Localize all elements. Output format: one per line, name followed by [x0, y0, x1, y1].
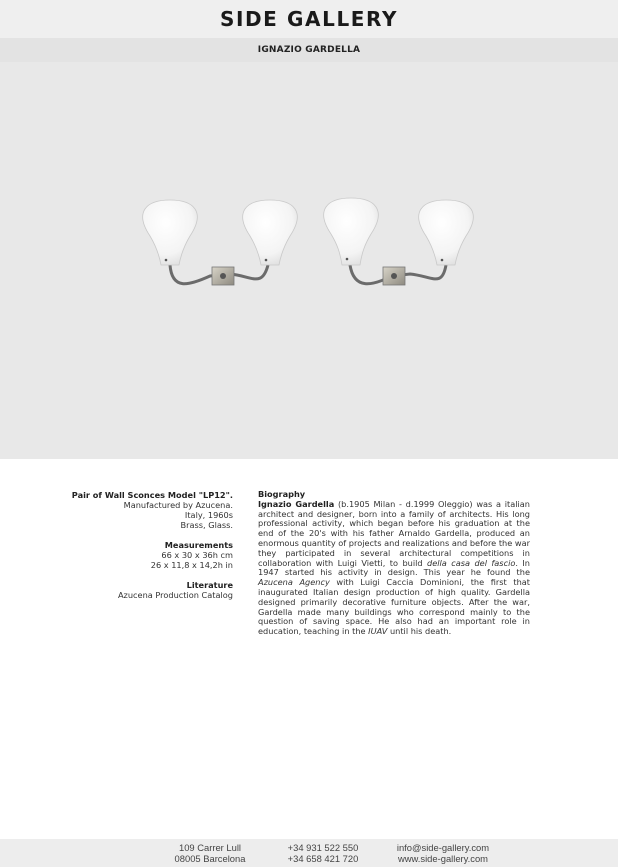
measurements-heading: Measurements [164, 540, 233, 550]
sconce-right [324, 198, 474, 285]
footer-bar [0, 839, 618, 867]
email-link[interactable]: info@side-gallery.com [396, 842, 490, 853]
phone-link-2[interactable]: +34 658 421 720 [287, 853, 359, 864]
measurements-cm: 66 x 30 x 36h cm [161, 550, 233, 560]
materials: Brass, Glass. [180, 520, 233, 530]
wall-sconces-image [0, 62, 618, 459]
sconce-left [143, 200, 298, 285]
product-photo [0, 62, 618, 459]
designer-name: IGNAZIO GARDELLA [257, 45, 361, 55]
literature-heading: Literature [186, 580, 233, 590]
literature: Azucena Production Catalog [117, 590, 233, 600]
product-title: Pair of Wall Sconces Model "LP12". [71, 490, 233, 500]
phone-link-1[interactable]: +34 931 522 550 [287, 842, 359, 853]
header-bar [0, 0, 618, 38]
footer-contact [388, 842, 498, 864]
gallery-logo[interactable]: SIDE GALLERY [219, 7, 399, 31]
footer-phones [278, 842, 368, 864]
biography-heading: Biography [258, 489, 306, 499]
measurements-in: 26 x 11,8 x 14,2h in [150, 560, 233, 570]
biography-text: Ignazio Gardella (b.1905 Milan - d.1999 Oleggio) was a italian architect and designer, born into a family of architects. His long professional activity, which began before his graduation at the end of the 20's with his father Arnaldo Gardella, produced an enormous quantity of projects and realizations and before the war they participated in several architectural competitions in collaboration with Luigi Vietti, to build della casa del fascio. In 1947 started his activity in design. This year he found the Azucena Agency with Luigi Caccia Dominioni, the first that inaugurated Italian design production of high quality. Gardella designed primarily decorative furniture objects. After the war, Gardella made many buildings who correspond mainly to the question of saving space. He also had an important role in education, teaching in the IUAV until his death. [258, 498, 531, 637]
product-details [60, 490, 233, 600]
designer-bar [0, 38, 618, 62]
biography-name: Ignazio Gardella [258, 498, 335, 509]
biography-section [258, 490, 530, 637]
footer-address: 109 Carrer Lull 08005 Barcelona [174, 842, 246, 864]
manufacturer: Manufactured by Azucena. [123, 500, 233, 510]
origin: Italy, 1960s [184, 510, 233, 520]
website-link[interactable]: www.side-gallery.com [398, 853, 488, 864]
